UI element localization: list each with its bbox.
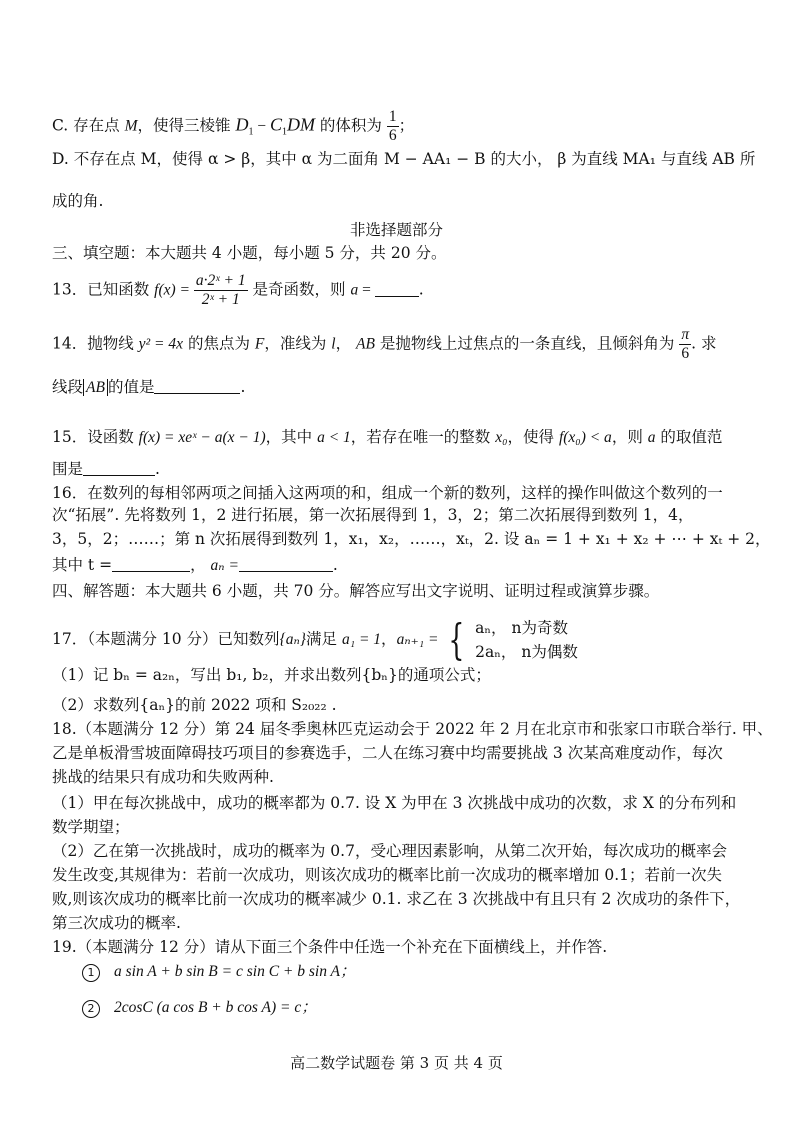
answer-blank-16-an[interactable] [239, 555, 333, 572]
circled-one-icon: 1 [82, 964, 100, 982]
option-d-line1: D. 不存在点 M，使得 α > β，其中 α 为二面角 M − AA₁ − B 的大小， β 为直线 MA₁ 与直线 AB 所 [52, 150, 756, 168]
q13-fraction: $\frac{\text{a·2ˣ + 1}}{\text{2ˣ + 1}}$ [195, 272, 246, 308]
question-16-line2: 次“拓展”. 先将数列 1，2 进行拓展，第一次拓展得到 1，3，2；第二次拓展得到数列 1，4， [52, 506, 694, 524]
question-17-part2: （2）求数列{aₙ}的前 2022 项和 S₂₀₂₂ . [52, 696, 337, 714]
question-18-line2: 乙是单板滑雪坡面障碍技巧项目的参赛选手，二人在练习赛中均需要挑战 3 次某高难度动作，每次 [52, 744, 723, 762]
section-title: 非选择题部分 [349, 221, 443, 239]
question-17-part1: （1）记 bₙ = a₂ₙ，写出 b₁, b₂，并求出数列{bₙ}的通项公式； [52, 666, 491, 684]
question-17: 17．（本题满分 10 分）已知数列{aₙ}满足 a₁ = 1，aₙ₊₁ = { aₙ， n为奇数 2aₙ， n为偶数 [52, 615, 578, 664]
answer-blank-16-t[interactable] [112, 555, 190, 572]
part3-heading: 三、填空题：本大题共 4 小题，每小题 5 分，共 20 分。 [52, 244, 447, 262]
piecewise-cases: aₙ， n为奇数 2aₙ， n为偶数 [475, 619, 578, 661]
question-16-line1: 16．在数列的每相邻两项之间插入这两项的和，组成一个新的数列，这样的操作叫做这个数列的一 [52, 484, 723, 502]
condition-1: 1 a sin A + b sin B = c sin C + b sin A； [82, 960, 782, 983]
question-14-line1: 14．抛物线 y² = 4x 的焦点为 F，准线为 l， AB 是抛物线上过焦点的一条直线，且倾斜角为 $\frac{\pi}{6}$ . 求 [52, 326, 717, 362]
answer-blank-14[interactable] [154, 377, 240, 394]
option-d-line2: 成的角. [52, 192, 104, 210]
question-18-part2a: （2）乙在第一次挑战时，成功的概率为 0.7，受心理因素影响，从第二次开始，每次成功的概率会 [52, 842, 727, 860]
question-18-line3: 挑战的结果只有成功和失败两种. [52, 768, 274, 786]
answer-blank-15[interactable] [83, 459, 155, 476]
question-13: 13．已知函数 f(x) = $\frac{\text{a·2ˣ + 1}}{\text{2ˣ + 1}}$ 是奇函数，则 a = . [52, 272, 424, 308]
condition-2: 2 2cosC (a cos B + b cos A) = c； [82, 996, 782, 1019]
q14-fraction: $\frac{\pi}{6}$ [681, 326, 690, 362]
question-14-line2: 线段 AB 的值是 . [52, 378, 246, 396]
page-footer: 高二数学试题卷 第 3 页 共 4 页 [290, 1054, 503, 1072]
question-19-line1: 19.（本题满分 12 分）请从下面三个条件中任选一个补充在下面横线上，并作答. [52, 938, 608, 956]
question-18-line1: 18.（本题满分 12 分）第 24 届冬季奥林匹克运动会于 2022 年 2 月在北京市和张家口市联合举行. 甲、 [52, 720, 773, 738]
question-18-part2d: 第三次成功的概率. [52, 914, 181, 932]
question-18-part1b: 数学期望； [52, 818, 130, 836]
question-18-part2b: 发生改变,其规律为：若前一次成功，则该次成功的概率比前一次成功的概率增加 0.1；若前一次失 [52, 866, 723, 884]
fraction-one-sixth: $\frac{1}{6}$ [388, 108, 397, 144]
circled-two-icon: 2 [82, 1000, 100, 1018]
answer-blank-13[interactable] [375, 280, 419, 297]
question-18-part1a: （1）甲在每次挑战中，成功的概率都为 0.7. 设 X 为甲在 3 次挑战中成功的次数，求 X 的分布列和 [52, 794, 737, 812]
question-16-line4: 其中 t = ， aₙ = . [52, 556, 338, 574]
question-15-line1: 15．设函数 f(x) = xeˣ − a(x − 1)，其中 a < 1，若存在唯一的整数 x₀，使得 f(x₀) < a，则 a 的取值范 [52, 428, 723, 446]
question-16-line3: 3，5，2；……；第 n 次拓展得到数列 1，x₁，x₂，……，xₜ，2. 设 aₙ = 1 + x₁ + x₂ + ⋯ + xₜ + 2， [52, 530, 771, 548]
part4-heading: 四、解答题：本大题共 6 小题，共 70 分。解答应写出文字说明、证明过程或演算步骤。 [52, 582, 660, 600]
left-brace: { [448, 615, 465, 664]
option-c: C. 存在点 M，使得三棱锥 $D_1 - C_1DM$ 的体积为 $\frac{1}{6}$ ； [52, 108, 415, 144]
question-15-line2: 围是 . [52, 460, 160, 478]
question-18-part2c: 败,则该次成功的概率比前一次成功的概率减少 0.1. 求乙在 3 次挑战中有且只有 2 次成功的条件下， [52, 890, 741, 908]
